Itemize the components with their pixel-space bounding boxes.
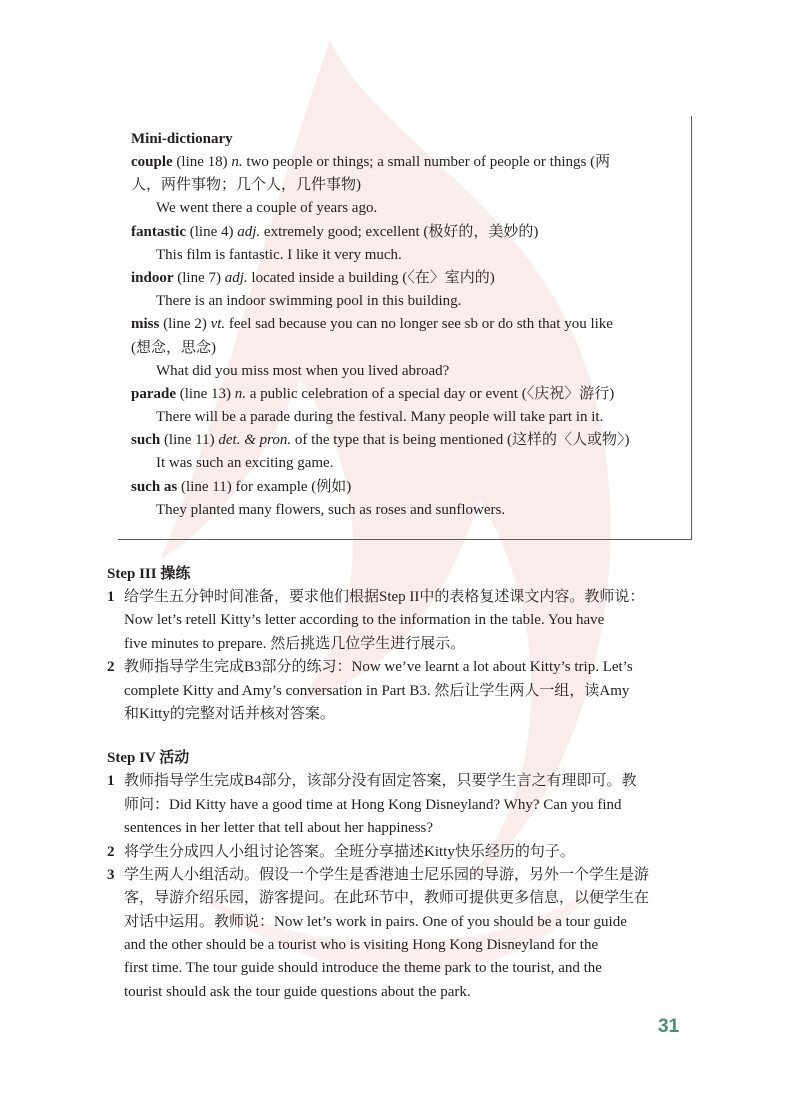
item-number: 1 [107,773,115,790]
step-item-continued [107,703,697,726]
dictionary-entry [131,383,687,406]
step-heading: Step III 操练 [107,566,191,582]
entry-headword: such [131,432,161,449]
entry-part-of-speech: vt. [210,316,226,333]
item-text: five minutes to prepare. 然后挑选几位学生进行展示。 [124,635,466,652]
item-text: Now let’s retell Kitty’s letter according to the information in the table. You have [124,612,605,629]
step-item-continued [107,887,697,910]
entry-headword: such as [131,478,178,495]
entry-headword: indoor [131,269,174,286]
entry-example: There will be a parade during the festival. Many people will take part in it. [156,409,604,426]
step-item-continued [107,911,697,934]
entry-headword: parade [131,385,176,402]
entry-line-ref: (line 11) [177,478,236,495]
entry-line-ref: (line 13) [176,385,235,402]
mini-dictionary-content [131,128,687,522]
entry-example: It was such an exciting game. [156,455,334,472]
entry-line-ref: (line 4) [186,223,238,240]
dictionary-entry [131,476,687,499]
item-text: 学生两人小组活动。假设一个学生是香港迪士尼乐园的导游，另外一个学生是游 [124,866,650,883]
entry-definition-continued: 人，两件事物；几个人，几件事物) [131,177,361,194]
item-text: 教师指导学生完成B4部分，该部分没有固定答案，只要学生言之有理即可。教 [124,773,637,790]
step-item [107,586,697,609]
dictionary-entry [131,429,687,452]
step-item-continued [107,680,697,703]
mini-dictionary-box [118,116,692,540]
item-text: and the other should be a tourist who is visiting Hong Kong Disneyland for the [124,937,599,954]
step-item [107,656,697,679]
entry-definition: a public celebration of a special day or event (〈庆祝〉游行) [245,385,615,402]
step-item-continued [107,817,697,840]
entry-headword: miss [131,316,160,333]
entry-definition: of the type that is being mentioned (这样的〈人或物〉) [291,432,630,449]
item-text: 和Kitty的完整对话并核对答案。 [124,705,335,722]
entry-headword: fantastic [131,223,186,240]
item-text: 将学生分成四人小组讨论答案。全班分享描述Kitty快乐经历的句子。 [124,843,575,860]
entry-line-ref: (line 7) [173,269,225,286]
step-item-continued [107,957,697,980]
step-item-continued [107,633,697,656]
step-item [107,770,697,793]
dictionary-entry [131,313,687,336]
item-number: 1 [107,589,115,605]
item-text: 对话中运用。教师说：Now let’s work in pairs. One of you should be a tour guide [124,913,627,930]
step-item-continued [107,794,697,817]
item-text: 客，导游介绍乐园，游客提问。在此环节中，教师可提供更多信息，以便学生在 [124,890,650,907]
entry-headword: couple [131,154,173,170]
entry-line-ref: (line 11) [160,432,219,449]
entry-definition: extremely good; excellent (极好的，美妙的) [260,223,539,240]
item-number: 2 [107,659,115,676]
item-number: 3 [107,866,115,883]
entry-part-of-speech: n. [234,385,246,402]
entry-example: There is an indoor swimming pool in this building. [156,293,462,310]
item-text: first time. The tour guide should introduce the theme park to the tourist, and the [124,960,602,977]
dictionary-entry [131,267,687,290]
item-number: 2 [107,843,115,860]
item-text: complete Kitty and Amy’s conversation in Part B3. 然后让学生两人一组，读Amy [124,682,630,699]
entry-example: This film is fantastic. I like it very much. [156,246,402,263]
item-text: 给学生五分钟时间准备，要求他们根据Step II中的表格复述课文内容。教师说： [124,589,645,605]
entry-part-of-speech: n. [231,154,243,170]
item-text: 师问：Did Kitty have a good time at Hong Kong Disneyland? Why? Can you find [124,796,622,813]
entry-part-of-speech: adj. [237,223,261,240]
mini-dictionary-heading: Mini-dictionary [131,131,233,147]
dictionary-entry [131,151,687,174]
dictionary-entry [131,221,687,244]
entry-definition: for example (例如) [235,478,352,495]
entry-definition-continued: (想念，思念) [131,339,216,356]
entry-definition: located inside a building (〈在〉室内的) [247,269,495,286]
step-item-continued [107,609,697,632]
section-gap [107,726,697,746]
entry-example: They planted many flowers, such as roses and sunflowers. [156,501,506,518]
steps-section [107,562,697,1004]
step-item [107,841,697,864]
entry-example: We went there a couple of years ago. [156,200,378,217]
item-text: tourist should ask the tour guide questions about the park. [124,983,471,1000]
step-item [107,864,697,887]
step-item-continued [107,981,697,1004]
entry-part-of-speech: adj. [224,269,248,286]
entry-definition: feel sad because you can no longer see sb or do sth that you like [225,316,613,333]
entry-line-ref: (line 2) [159,316,211,333]
item-text: 教师指导学生完成B3部分的练习：Now we’ve learnt a lot about Kitty’s trip. Let’s [124,659,633,676]
entry-example: What did you miss most when you lived abroad? [156,362,450,379]
step-item-continued [107,934,697,957]
item-text: sentences in her letter that tell about her happiness? [124,820,434,837]
step-heading: Step IV 活动 [107,750,190,767]
page-number: 31 [658,1016,680,1037]
entry-definition: two people or things; a small number of people or things (两 [242,154,611,170]
entry-line-ref: (line 18) [172,154,232,170]
entry-part-of-speech: det. & pron. [218,432,292,449]
